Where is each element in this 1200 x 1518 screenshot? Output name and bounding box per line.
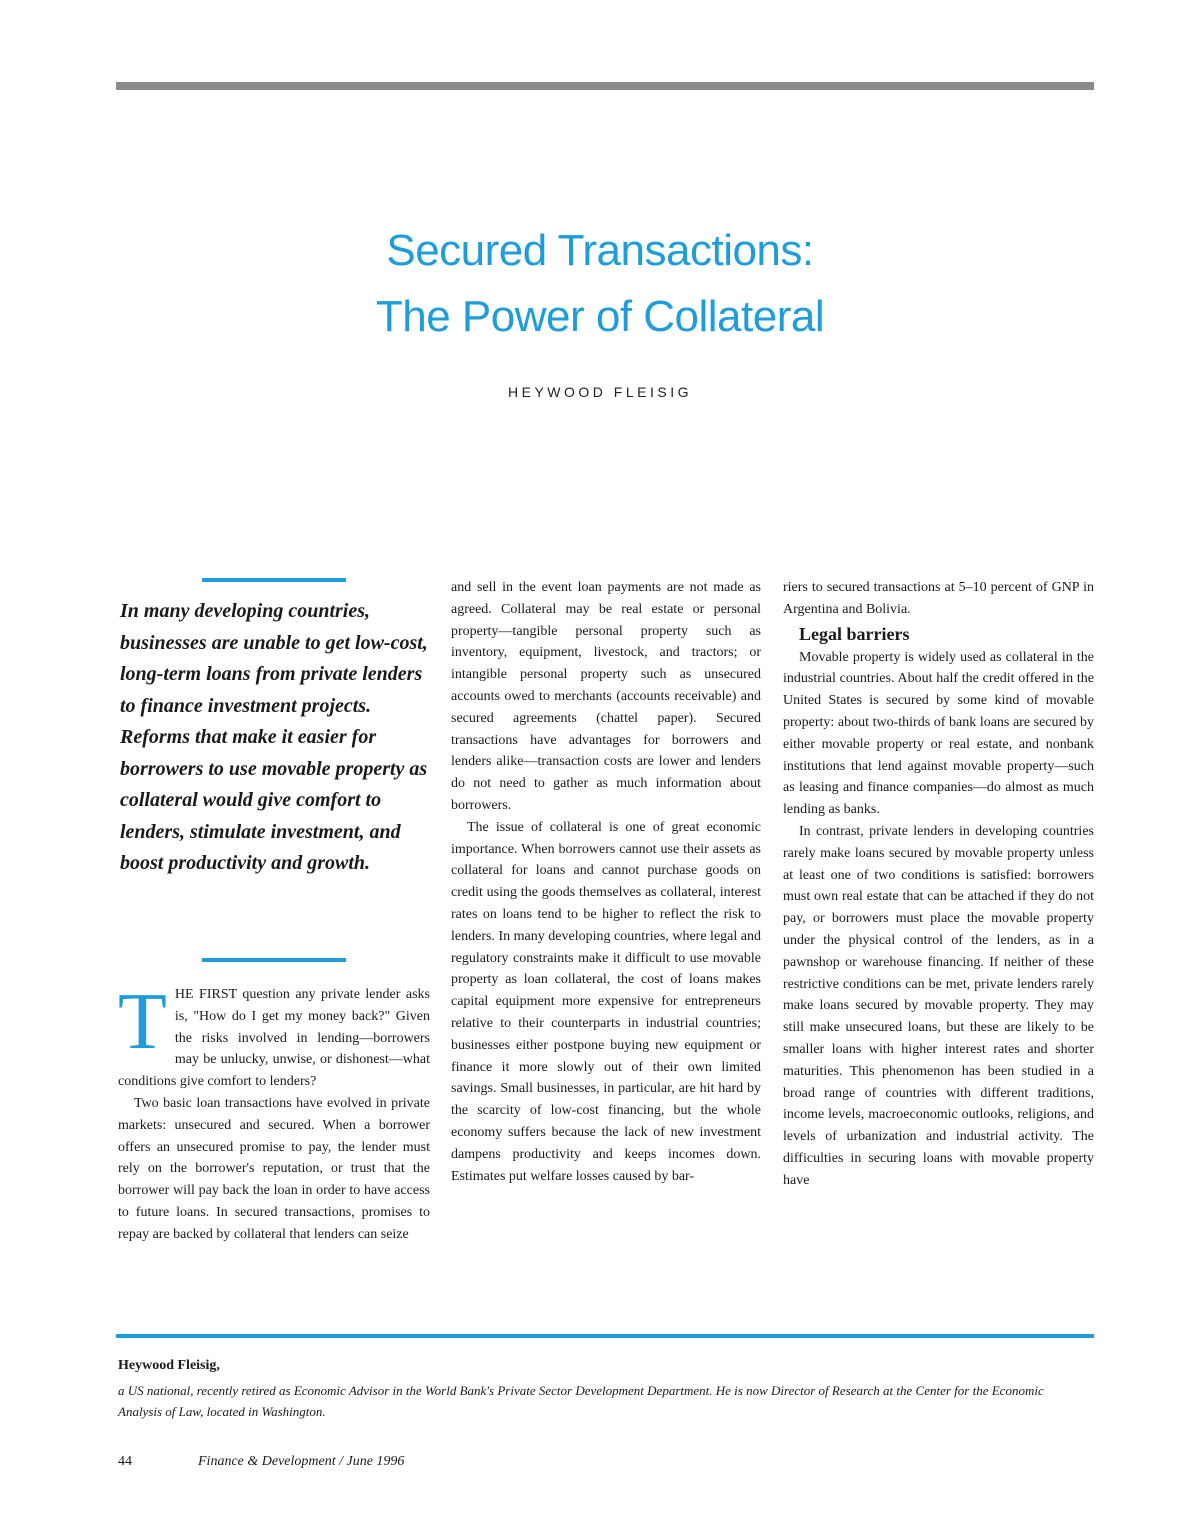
pull-quote: In many developing countries, businesses are unable to get low-cost, long-term loans from private lenders to finance investment projects. Reforms that make it easier for borrowers to use movable property as collateral would give comfort to lenders, stimulate investment, and boost productivity and growth.	[120, 600, 428, 874]
section-heading: Legal barriers	[799, 623, 910, 644]
article-title-line1: Secured Transactions:	[386, 226, 814, 275]
paragraph: and sell in the event loan payments are not made as agreed. Collateral may be real estate or personal property—tangible personal property such as inventory, equipment, livestock, and tractors; or intangible personal property such as unsecured accounts owed to merchants (accounts receivable) and secured agreements (chattel paper). Secured transactions have advantages for borrowers and lenders alike—transaction costs are lower and lenders do not need to gather as much information about borrowers.	[451, 580, 761, 813]
paragraph-text: HE FIRST question any private lender asks is, "How do I get my money back?" Given the risks involved in lending—borrowers may be unlucky, unwise, or dishonest—what conditions give comfort to lenders?	[118, 987, 430, 1090]
paragraph	[118, 978, 430, 1093]
publication-footer: Finance & Development / June 1996	[198, 1454, 405, 1469]
bio-author-name: Heywood Fleisig,	[118, 1358, 220, 1373]
column-1	[118, 978, 430, 1246]
column-2	[451, 577, 761, 1187]
paragraph: riers to secured transactions at 5–10 percent of GNP in Argentina and Bolivia.	[783, 580, 1094, 617]
bio-rule	[116, 1334, 1094, 1338]
column-3	[783, 577, 1094, 1192]
top-rule	[116, 82, 1094, 90]
page-number: 44	[118, 1454, 132, 1469]
paragraph: In contrast, private lenders in developing countries rarely make loans secured by movable property unless at least one of two conditions is satisfied: borrowers must own real estate that can be attached if they do not pay, or borrowers must place the movable property under the physical control of the lenders, as in a pawnshop or warehouse financing. If neither of these restrictive conditions can be met, private lenders rarely make loans secured by movable property. They may still make unsecured loans, but these are likely to be smaller loans with higher interest rates and shorter maturities. This phenomenon has been studied in a broad range of countries with different traditions, income levels, macroeconomic outlooks, religions, and levels of urbanization and industrial activity. The difficulties in securing loans with movable property have	[783, 823, 1094, 1188]
article-title-line2: The Power of Collateral	[375, 292, 825, 341]
author-byline: HEYWOOD FLEISIG	[508, 384, 692, 400]
paragraph: Movable property is widely used as collateral in the industrial countries. About half the credit offered in the United States is secured by some kind of movable property: about two-thirds of bank loans are secured by either movable property or real estate, and nonbank institutions that lend against movable property—such as leasing and finance companies—do almost as much lending as banks.	[783, 649, 1094, 818]
bio-text: a US national, recently retired as Economic Advisor in the World Bank's Private Sector Development Department. He is now Director of Research at the Center for the Economic Analysis of Law, located in Washington.	[118, 1383, 1044, 1419]
paragraph: Two basic loan transactions have evolved in private markets: unsecured and secured. When a borrower offers an unsecured promise to pay, the lender must rely on the borrower's reputation, or trust that the borrower will pay back the loan in order to have access to future loans. In secured transactions, promises to repay are backed by collateral that lenders can seize	[118, 1095, 430, 1242]
pull-quote-bottom-rule	[202, 958, 346, 962]
paragraph: The issue of collateral is one of great economic importance. When borrowers cannot use their assets as collateral for loans and cannot purchase goods on credit using the goods themselves as collateral, interest rates on loans tend to be higher to reflect the risk to lenders. In many developing countries, where legal and regulatory constraints make it difficult to use movable property as loan collateral, the cost of loans makes capital equipment more expensive for entrepreneurs relative to their counterparts in industrial countries; businesses either postpone buying new equipment or finance it more slowly out of their own limited savings. Small businesses, in particular, are hit hard by the scarcity of low-cost financing, but the whole economy suffers because the lack of new investment dampens productivity and keeps incomes down. Estimates put welfare losses caused by bar-	[451, 819, 761, 1184]
drop-cap: T	[118, 978, 167, 1066]
pull-quote-top-rule	[202, 578, 346, 582]
